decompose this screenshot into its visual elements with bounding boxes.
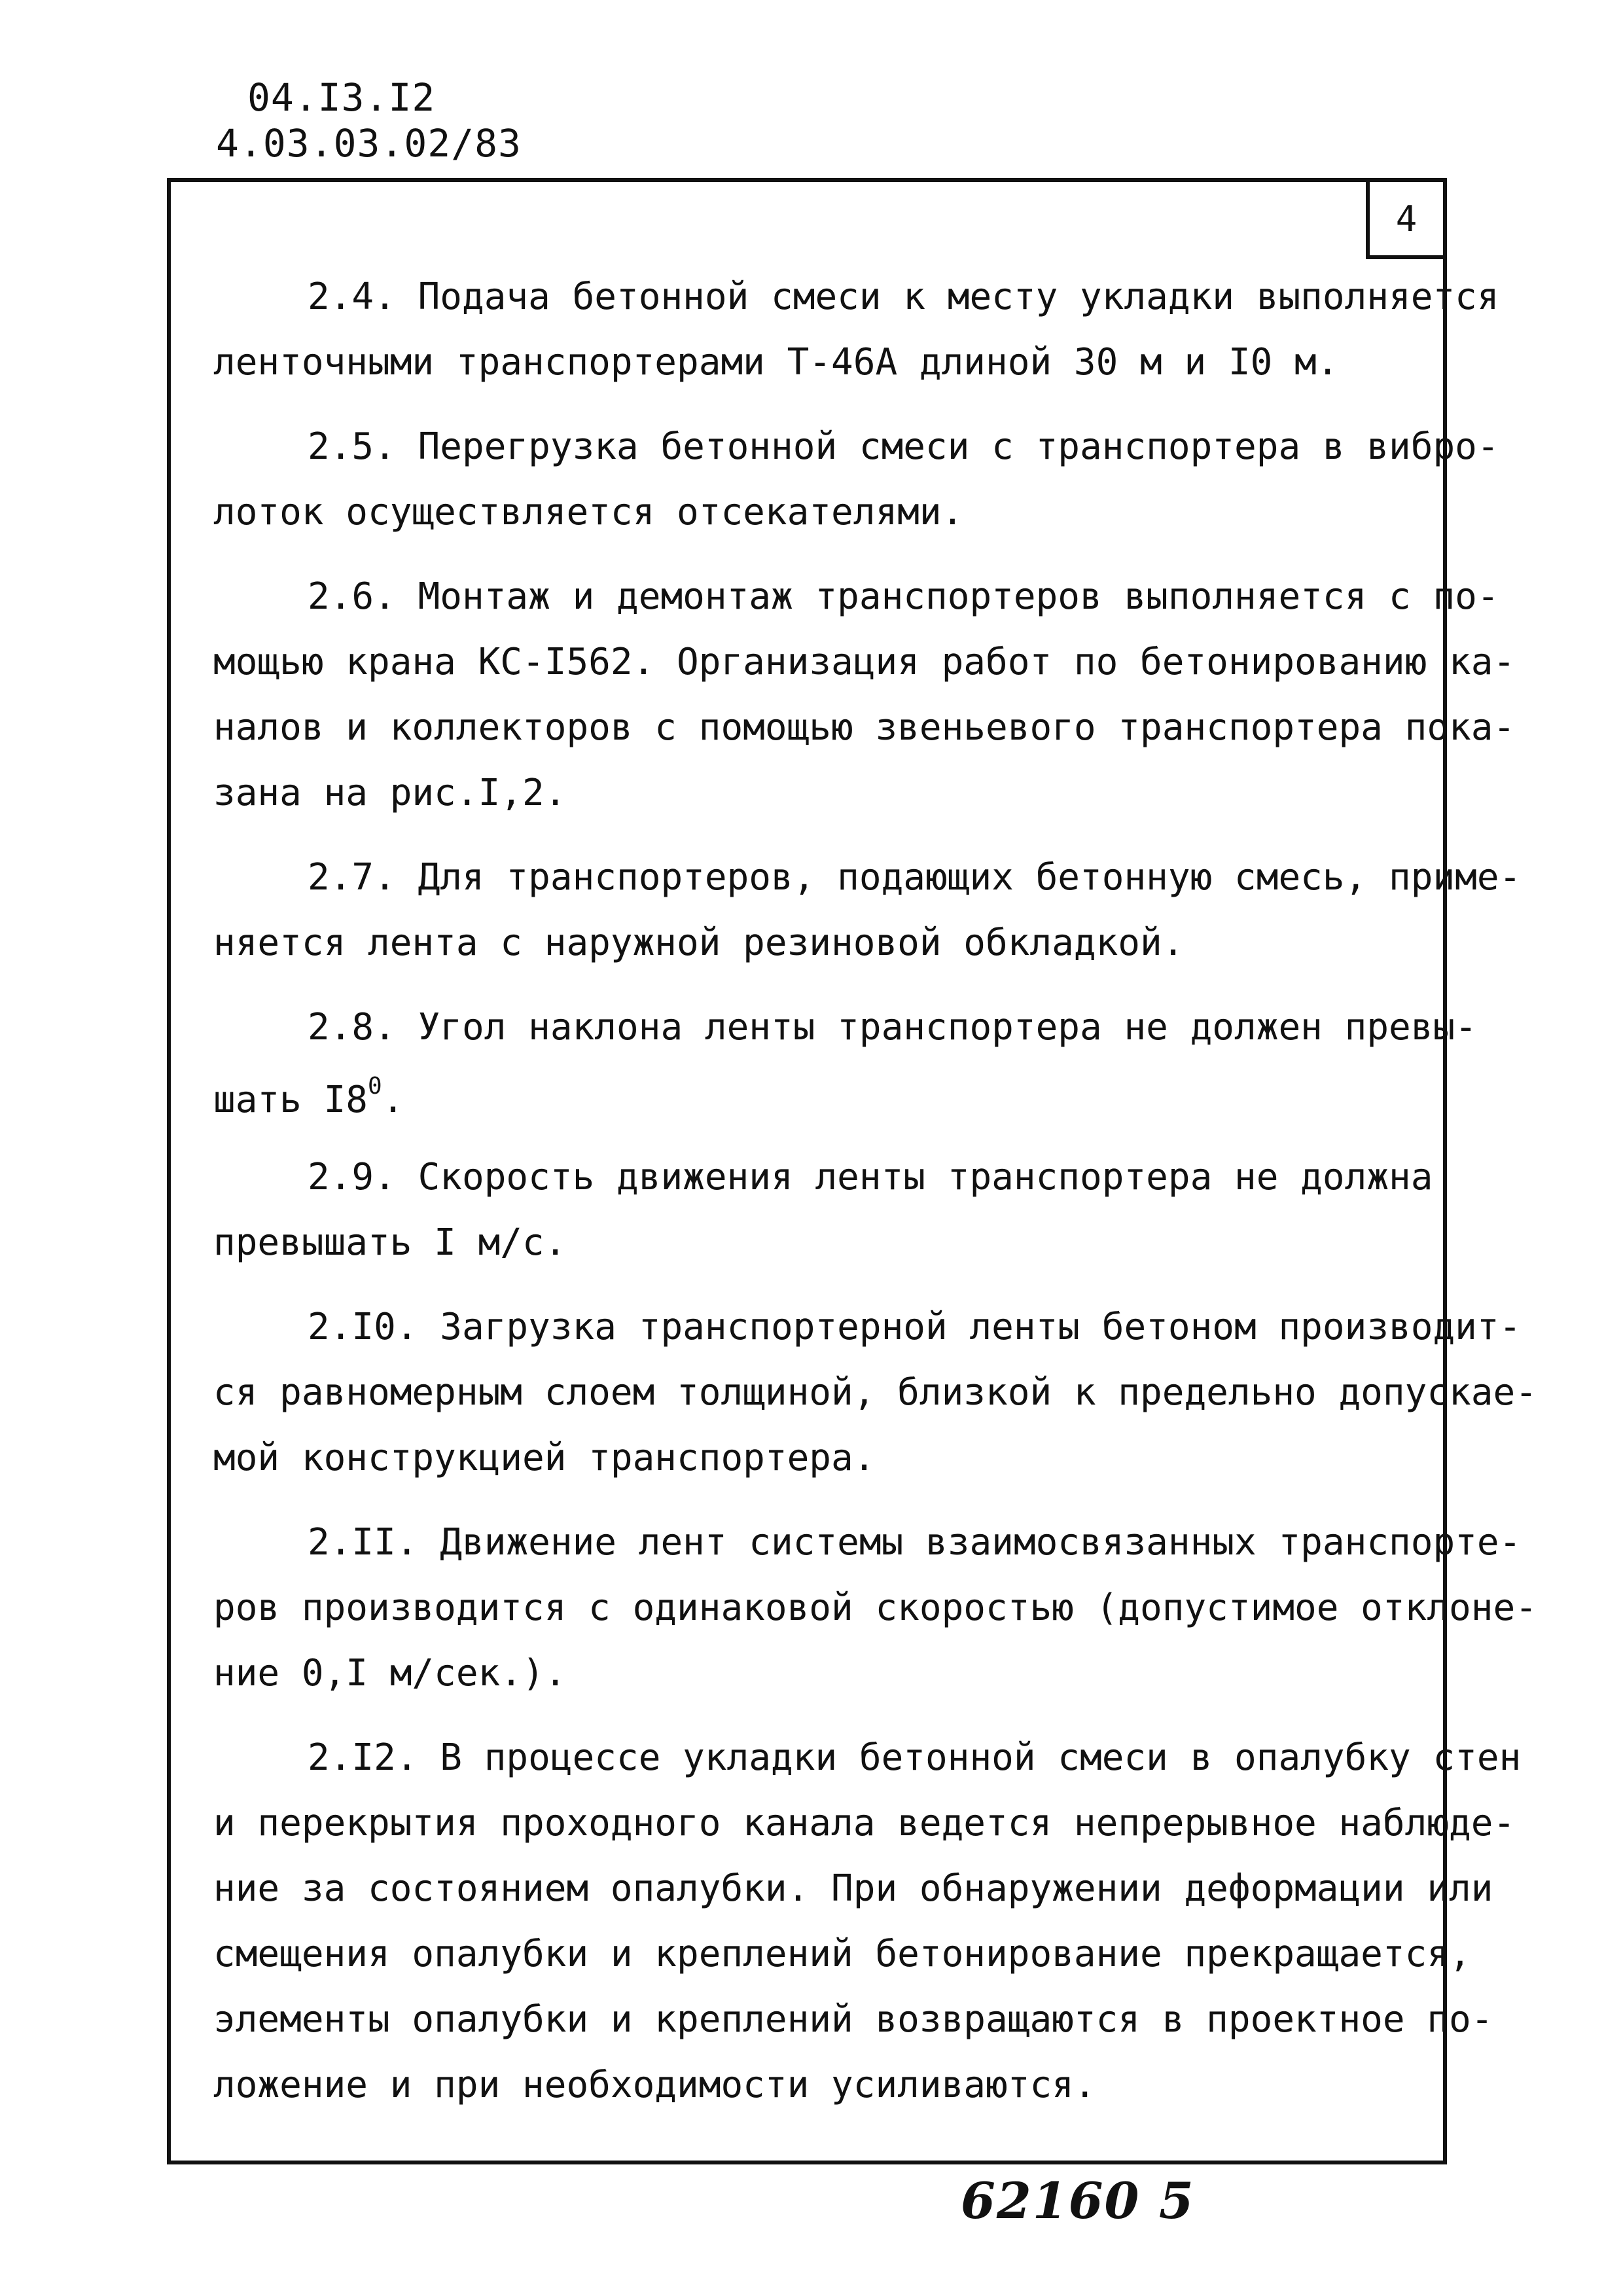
text-line: 2.I0. Загрузка транспортерной ленты бетоном производит- <box>308 1306 1522 1348</box>
text-line: ся равномерным слоем толщиной, близкой к предельно допускае- <box>213 1371 1537 1414</box>
text-line: 2.I2. В процессе укладки бетонной смеси в опалубку стен <box>308 1736 1522 1779</box>
text-line: превышать I м/с. <box>213 1221 567 1264</box>
text-line: ложение и при необходимости усиливаются. <box>213 2064 1096 2106</box>
text-line: шать I8 <box>213 1079 368 1121</box>
text-line: элементы опалубки и креплений возвращаются в проектное по- <box>213 1998 1493 2041</box>
text-line: ние 0,I м/сек.). <box>213 1652 567 1695</box>
text-line-with-degree <box>213 1075 404 1119</box>
text-line: зана на рис.I,2. <box>213 772 567 814</box>
text-line: 2.4. Подача бетонной смеси к месту укладки выполняется <box>308 276 1499 318</box>
text-line: мой конструкцией транспортера. <box>213 1437 876 1479</box>
document-code-secondary: 4.03.03.02/83 <box>216 121 522 166</box>
text-line: 2.9. Скорость движения ленты транспортера не должна <box>308 1156 1433 1198</box>
text-line: ленточными транспортерами Т-46А длиной 30 м и I0 м. <box>213 341 1339 384</box>
text-line: ние за состоянием опалубки. При обнаружении деформации или <box>213 1867 1493 1910</box>
text-line: лоток осуществляется отсекателями. <box>213 491 964 533</box>
page-number: 4 <box>1395 198 1418 240</box>
text-line: и перекрытия проходного канала ведется непрерывное наблюде- <box>213 1802 1516 1844</box>
text-line: 2.6. Монтаж и демонтаж транспортеров выполняется с по- <box>308 575 1499 618</box>
degree-superscript: 0 <box>368 1073 382 1100</box>
text-line: 2.5. Перегрузка бетонной смеси с транспортера в вибро- <box>308 425 1499 468</box>
handwritten-inventory-number: 62160 5 <box>961 2172 1195 2230</box>
text-line: 2.8. Угол наклона ленты транспортера не должен превы- <box>308 1006 1477 1049</box>
text-line: 2.7. Для транспортеров, подающих бетонную смесь, приме- <box>308 856 1522 899</box>
text-line: 2.II. Движение лент системы взаимосвязанных транспорте- <box>308 1521 1522 1564</box>
text-line: няется лента с наружной резиновой обкладкой. <box>213 922 1185 964</box>
document-code-primary: 04.I3.I2 <box>247 75 436 120</box>
line-end-period: . <box>382 1079 404 1121</box>
text-line: налов и коллекторов с помощью звеньевого транспортера пока- <box>213 706 1516 749</box>
text-line: мощью крана КС-I562. Организация работ по бетонированию ка- <box>213 641 1516 683</box>
text-line: ров производится с одинаковой скоростью (допустимое отклоне- <box>213 1587 1537 1629</box>
page-number-box <box>1366 178 1447 259</box>
text-line: смещения опалубки и креплений бетонирование прекращается, <box>213 1933 1471 1975</box>
